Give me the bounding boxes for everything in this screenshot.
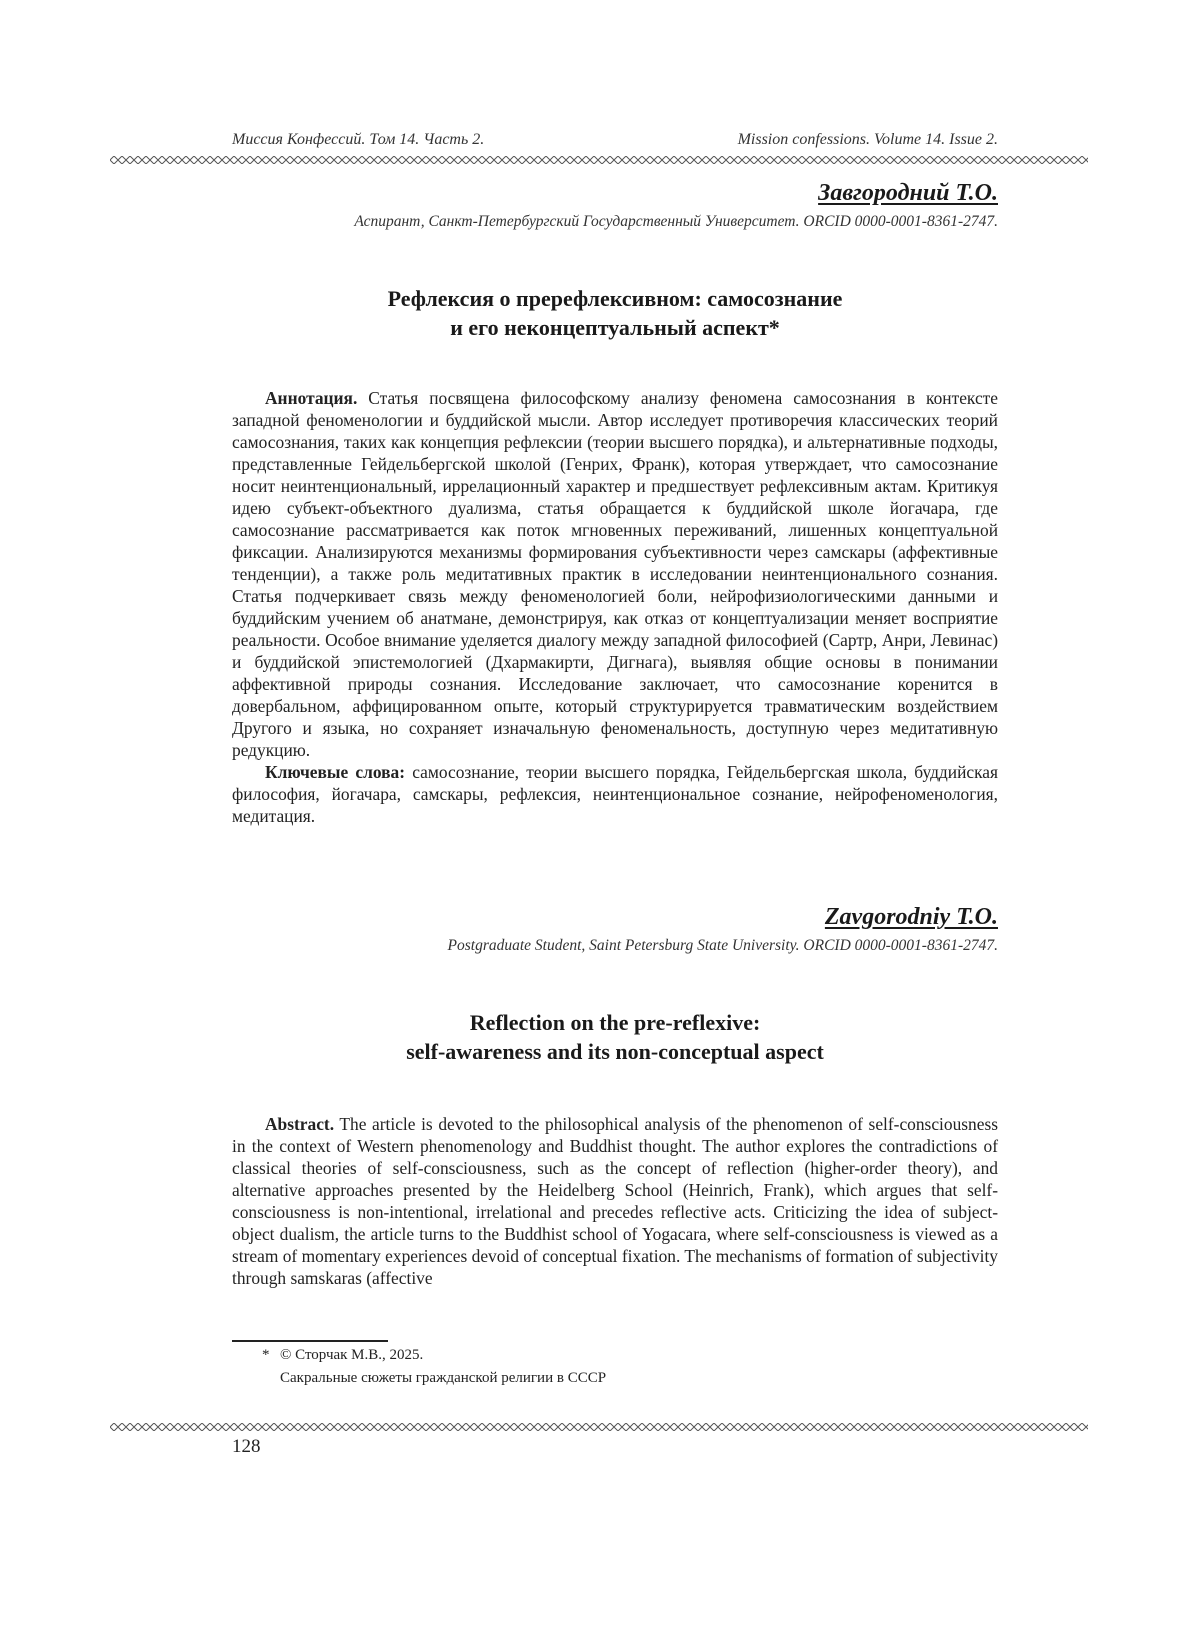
author-name-en: Zavgorodniy T.O. — [824, 904, 998, 930]
keywords-text-ru: самосознание, теории высшего порядка, Гейдельбергская школа, буддийская философия, йогачара, самскары, рефлексия, неинтенциональное сознание, нейрофеноменология, медитация. — [232, 762, 999, 826]
keywords-paragraph-ru — [232, 761, 998, 827]
header-ornament-divider — [110, 156, 1088, 164]
abstract-paragraph-ru — [232, 387, 998, 761]
author-name-ru: Завгородний Т.О. — [818, 180, 998, 206]
keywords-label-ru: Ключевые слова: — [265, 762, 406, 782]
abstract-text-ru: Статья посвящена философскому анализу феномена самосознания в контексте западной феноменологии и буддийской мысли. Автор исследует противоречия классических теорий самосознания, таких как концепция рефлексии (теории высшего порядка), и альтернативные подходы, представленные Гейдельбергской школой (Генрих, Франк), которая утверждает, что самосознание носит неинтенциональный, иррелационный характер и предшествует рефлексивным актам. Критикуя идею субъект-объектного дуализма, статья обращается к буддийской школе йогачара, где самосознание рассматривается как поток мгновенных переживаний, лишенных концептуальной фиксации. Анализируются механизмы формирования субъективности через самскары (аффективные тенденции), а также роль медитативных практик в исследовании неинтенционального сознания. Статья подчеркивает связь между феноменологией боли, нейрофизиологическими данными и буддийским учением об анатмане, демонстрируя, как отказ от концептуализации меняет восприятие реальности. Особое внимание уделяется диалогу между западной философией (Сартр, Анри, Левинас) и буддийской эпистемологией (Дхармакирти, Дигнага), выявляя общие основы в понимании аффективной природы сознания. Исследование заключает, что самосознание коренится в довербальном, аффицированном опыте, который структурируется травматическим воздействием Другого и языка, но сохраняет изначальную феноменальность, доступную через медитативную редукцию. — [232, 388, 998, 760]
abstract-en — [232, 1113, 998, 1289]
article-title-ru — [232, 284, 998, 342]
abstract-ru — [232, 387, 998, 827]
abstract-text-en: The article is devoted to the philosophical analysis of the phenomenon of self-consciousness in the context of Western phenomenology and Buddhist thought. The author explores the contradictions of classical theories of self-consciousness, such as the concept of reflection (higher-order theory), and alternative approaches presented by the Heidelberg School (Heinrich, Frank), which argues that self-consciousness is non-intentional, irrelational and precedes reflective acts. Criticizing the idea of subject-object dualism, the article turns to the Buddhist school of Yogacara, where self-consciousness is viewed as a stream of momentary experiences devoid of conceptual fixation. The mechanisms of formation of subjectivity through samskaras (affective — [232, 1114, 998, 1288]
header-left: Миссия Конфессий. Том 14. Часть 2. — [232, 131, 485, 148]
title-line-1: Рефлексия о пререфлексивном: самосознание — [387, 286, 843, 311]
page-number: 128 — [232, 1436, 261, 1457]
footer-ornament-divider — [110, 1423, 1088, 1431]
title-line-2-en: self-awareness and its non-conceptual aspect — [406, 1039, 824, 1064]
header-right: Mission confessions. Volume 14. Issue 2. — [737, 131, 998, 148]
author-affiliation-ru: Аспирант, Санкт-Петербургский Государственный Университет. ORCID 0000-0001-8361-2747. — [354, 213, 998, 230]
running-header — [232, 131, 998, 149]
footnote-copyright: © Сторчак М.В., 2025. — [280, 1347, 424, 1363]
title-line-2: и его неконцептуальный аспект* — [450, 315, 780, 340]
title-line-1-en: Reflection on the pre-reflexive: — [469, 1010, 761, 1035]
footnote-rule — [232, 1340, 388, 1342]
author-affiliation-en: Postgraduate Student, Saint Petersburg State University. ORCID 0000-0001-8361-2747. — [447, 937, 998, 954]
article-title-en — [232, 1008, 998, 1066]
footnote-line-1 — [232, 1347, 998, 1364]
footnote-line-2: Сакральные сюжеты гражданской религии в СССР — [280, 1370, 607, 1386]
abstract-label-en: Abstract. — [265, 1114, 335, 1134]
footnote-mark: * — [262, 1347, 270, 1363]
abstract-label-ru: Аннотация. — [265, 388, 358, 408]
abstract-paragraph-en — [232, 1113, 998, 1289]
